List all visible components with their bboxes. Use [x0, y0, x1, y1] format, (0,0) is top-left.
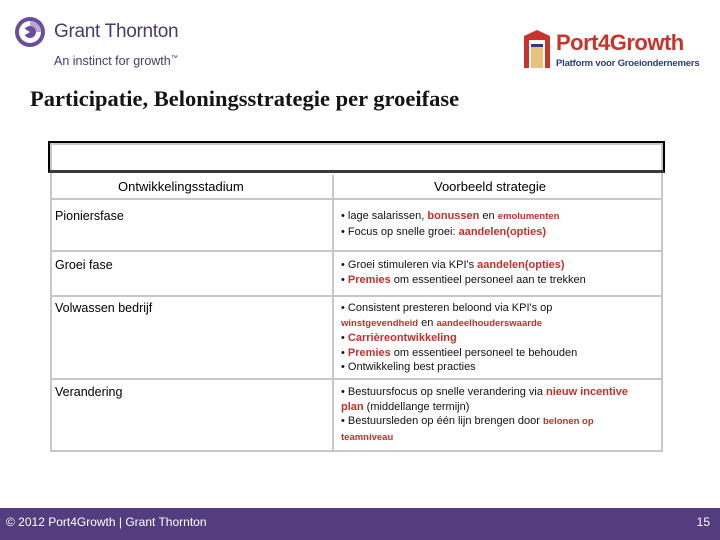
row-divider [50, 378, 663, 380]
strategy-line: • Ontwikkeling best practies [341, 361, 476, 373]
column-divider [332, 175, 334, 452]
row-divider [50, 295, 663, 297]
header-strategy: Voorbeeld strategie [434, 179, 547, 194]
table-top-bar [48, 141, 665, 173]
phase-cell: Verandering [55, 385, 123, 399]
port4growth-gate-icon [522, 28, 552, 70]
header-stage: Ontwikkelingsstadium [118, 179, 244, 194]
grant-thornton-tagline: An instinct for growth™ [54, 54, 178, 68]
phase-cell: Groei fase [55, 258, 113, 272]
footer-copyright: © 2012 Port4Growth | Grant Thornton [6, 515, 207, 529]
strategy-line: plan (middellange termijn) [341, 400, 470, 413]
port4growth-logo [522, 28, 702, 76]
phase-cell: Pioniersfase [55, 209, 124, 223]
strategy-line: • lage salarissen, bonussen en emolumenten [341, 210, 560, 222]
strategy-line: teamniveau [341, 431, 394, 443]
strategy-line: • Focus op snelle groei: aandelen(opties) [341, 225, 546, 238]
row-divider [50, 198, 663, 200]
grant-thornton-logo [14, 16, 204, 72]
strategy-cell [341, 301, 659, 375]
page-number: 15 [696, 515, 710, 529]
strategy-line: • Consistent presteren beloond via KPI's op [341, 302, 553, 314]
strategy-line: • Bestuursleden op één lijn brengen door belonen op [341, 415, 594, 427]
strategy-line: • Groei stimuleren via KPI's aandelen(opties) [341, 259, 565, 271]
strategy-line: • Carrièreontwikkeling [341, 332, 457, 344]
row-divider [50, 250, 663, 252]
grant-thornton-name: Grant Thornton [54, 21, 179, 42]
strategy-cell [341, 385, 659, 445]
grant-thornton-mark-icon [14, 16, 46, 48]
page-title: Participatie, Beloningsstrategie per groeifase [30, 86, 460, 111]
port4growth-subtitle: Platform voor Groeiondernemers [556, 58, 700, 69]
port4growth-name: Port4Growth [556, 30, 684, 55]
phase-cell: Volwassen bedrijf [55, 301, 153, 315]
strategy-line: winstgevendheid en aandeelhouderswaarde [341, 316, 543, 329]
strategy-line: • Premies om essentieel personeel te behouden [341, 346, 578, 359]
strategy-cell [341, 258, 659, 287]
strategy-cell [341, 209, 659, 239]
strategy-line: • Bestuursfocus op snelle verandering via nieuw incentive [341, 386, 628, 398]
strategy-line: • Premies om essentieel personeel aan te trekken [341, 273, 586, 286]
